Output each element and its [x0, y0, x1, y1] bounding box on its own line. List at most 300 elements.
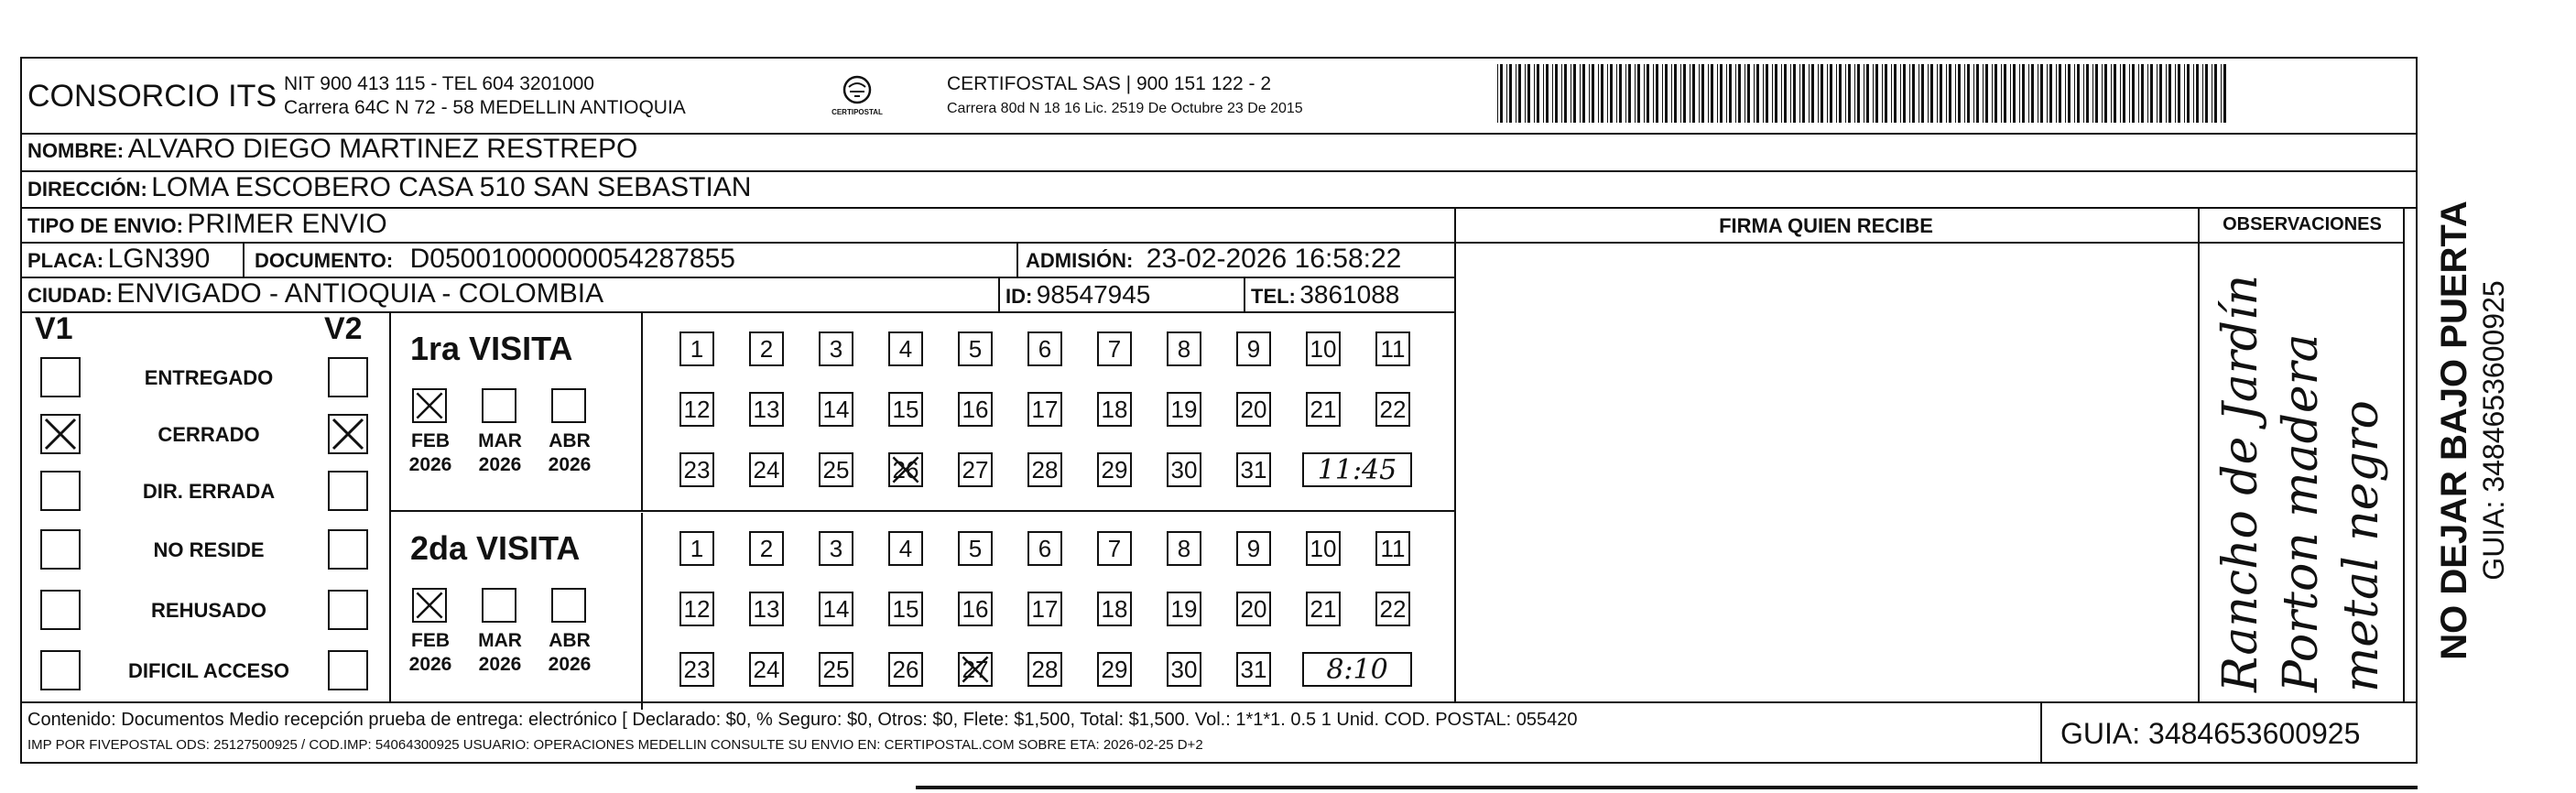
barcode-bar — [1921, 64, 1924, 123]
day-number: 5 — [968, 534, 983, 562]
barcode-bar — [1873, 64, 1874, 123]
status-label: NO RESIDE — [153, 538, 265, 561]
day-box[interactable] — [888, 531, 923, 566]
day-box[interactable] — [1027, 452, 1062, 487]
side-panel — [2418, 156, 2527, 705]
barcode-bar — [1754, 64, 1755, 123]
day-box[interactable] — [1167, 652, 1201, 687]
day-box[interactable] — [888, 392, 923, 427]
barcode-bar — [1946, 64, 1947, 123]
courier-name: CERTIFOSTAL SAS | 900 151 122 - 2 — [947, 73, 1272, 94]
month-label: ABR — [549, 430, 591, 451]
id-label: ID: — [1005, 285, 1033, 308]
barcode-bar — [1509, 64, 1512, 123]
barcode-bar — [2202, 64, 2203, 123]
month-year: 2026 — [478, 654, 522, 675]
v2-label: V2 — [324, 311, 363, 346]
status-label: REHUSADO — [151, 599, 266, 622]
barcode-bar — [1793, 64, 1796, 123]
barcode-bar — [1656, 64, 1658, 123]
side-guia: GUIA: 3484653600925 — [2477, 280, 2510, 581]
day-box[interactable] — [1236, 452, 1271, 487]
barcode-bar — [1637, 64, 1640, 123]
barcode-bar — [1909, 64, 1910, 123]
day-number: 24 — [753, 655, 780, 683]
day-box[interactable] — [1097, 531, 1132, 566]
id-row — [1005, 280, 1150, 310]
day-number: 17 — [1031, 395, 1059, 423]
day-box[interactable] — [958, 452, 993, 487]
status-label: ENTREGADO — [144, 366, 274, 389]
v1-checkbox[interactable] — [40, 414, 81, 454]
barcode-bar — [1580, 64, 1581, 123]
day-box[interactable] — [958, 392, 993, 427]
v1-checkbox[interactable] — [40, 529, 81, 570]
barcode-bar — [1827, 64, 1828, 123]
barcode-bar — [1537, 64, 1539, 123]
barcode-bar — [1928, 64, 1929, 123]
day-box[interactable] — [958, 592, 993, 626]
day-number: 21 — [1310, 594, 1337, 623]
documento-label: DOCUMENTO: — [255, 249, 394, 272]
courier-address: Carrera 80d N 18 16 Lic. 2519 De Octubre 23 De 2015 — [947, 101, 1303, 116]
day-box[interactable] — [1375, 392, 1410, 427]
ciudad-value: ENVIGADO - ANTIOQUIA - COLOMBIA — [116, 278, 604, 309]
documento-value: D05001000000054287855 — [409, 244, 735, 274]
day-box[interactable] — [679, 652, 714, 687]
tipo-envio-value: PRIMER ENVIO — [187, 209, 387, 239]
barcode-bar — [1644, 64, 1645, 123]
barcode-bar — [2102, 64, 2103, 123]
barcode-bar — [2095, 64, 2098, 123]
day-number: 23 — [683, 655, 711, 683]
barcode-bar — [1830, 64, 1832, 123]
day-box[interactable] — [1375, 592, 1410, 626]
day-number: 12 — [683, 395, 711, 423]
day-number: 7 — [1107, 534, 1122, 562]
barcode-bar — [1616, 64, 1617, 123]
month-year: 2026 — [408, 454, 452, 475]
barcode-bar — [1848, 64, 1851, 123]
barcode-bar — [1735, 64, 1736, 123]
day-box[interactable] — [1167, 452, 1201, 487]
barcode-bar — [1763, 64, 1764, 123]
v2-checkbox[interactable] — [328, 471, 368, 511]
day-number: 26 — [892, 455, 919, 483]
barcode-bar — [1543, 64, 1544, 123]
barcode-bar — [2004, 64, 2006, 123]
day-number: 1 — [690, 534, 704, 562]
barcode-bar — [2111, 64, 2112, 123]
day-box[interactable] — [888, 331, 923, 366]
barcode-bar — [1992, 64, 1993, 123]
day-number: 27 — [962, 655, 989, 683]
day-number: 18 — [1101, 594, 1128, 623]
barcode-bar — [2065, 64, 2066, 123]
day-number: 12 — [683, 594, 711, 623]
day-box[interactable] — [1097, 652, 1132, 687]
day-number: 13 — [753, 395, 780, 423]
barcode-bar — [2083, 64, 2084, 123]
day-number: 3 — [829, 334, 843, 363]
v2-checkbox[interactable] — [328, 590, 368, 630]
day-box[interactable] — [1097, 452, 1132, 487]
barcode-bar — [2129, 64, 2130, 123]
v2-checkbox[interactable] — [328, 357, 368, 397]
day-box[interactable] — [679, 331, 714, 366]
day-box[interactable] — [1375, 331, 1410, 366]
status-label: DIR. ERRADA — [142, 480, 276, 503]
v1-checkbox[interactable] — [40, 471, 81, 511]
day-number: 4 — [898, 334, 913, 363]
month-checkbox[interactable] — [482, 588, 516, 623]
barcode-bar — [1662, 64, 1663, 123]
day-box[interactable] — [749, 652, 784, 687]
barcode-bar — [1573, 64, 1576, 123]
tipo-envio-row — [27, 209, 387, 240]
barcode-bar — [1967, 64, 1970, 123]
barcode-bar — [2056, 64, 2057, 123]
barcode-bar — [1747, 64, 1750, 123]
day-box[interactable] — [1236, 531, 1271, 566]
day-number: 16 — [962, 395, 989, 423]
placa-row — [27, 244, 210, 275]
day-box[interactable] — [1097, 592, 1132, 626]
barcode-bar — [1790, 64, 1791, 123]
day-box[interactable] — [958, 331, 993, 366]
visit-time-box[interactable] — [1302, 452, 1412, 487]
barcode-bar — [2031, 64, 2034, 123]
day-box[interactable] — [1236, 652, 1271, 687]
month-label: MAR — [478, 430, 522, 451]
day-box[interactable] — [679, 592, 714, 626]
barcode-bar — [1692, 64, 1695, 123]
barcode-bar — [1875, 64, 1878, 123]
day-box[interactable] — [819, 331, 853, 366]
day-box[interactable] — [1306, 331, 1341, 366]
direccion-value: LOMA ESCOBERO CASA 510 SAN SEBASTIAN — [151, 172, 752, 202]
barcode-bar — [1726, 64, 1727, 123]
day-number: 25 — [822, 655, 850, 683]
day-box[interactable] — [819, 592, 853, 626]
barcode-bar — [1518, 64, 1521, 123]
barcode-bar — [1973, 64, 1974, 123]
barcode-bar — [2193, 64, 2194, 123]
barcode-bar — [1717, 64, 1718, 123]
barcode-bar — [2132, 64, 2135, 123]
day-number: 28 — [1031, 455, 1059, 483]
barcode-bar — [1635, 64, 1636, 123]
barcode-bar — [2120, 64, 2121, 123]
barcode-bar — [2141, 64, 2144, 123]
barcode-bar — [1589, 64, 1590, 123]
barcode-bar — [1564, 64, 1567, 123]
month-checkbox[interactable] — [482, 388, 516, 423]
v1-checkbox[interactable] — [40, 357, 81, 397]
company-nit: NIT 900 413 115 - TEL 604 3201000 — [284, 73, 594, 94]
barcode-bar — [1882, 64, 1883, 123]
day-box[interactable] — [749, 331, 784, 366]
day-number: 8 — [1177, 334, 1191, 363]
tel-label: TEL: — [1251, 285, 1296, 308]
day-number: 27 — [962, 455, 989, 483]
visit-time: 11:45 — [1317, 453, 1397, 486]
day-number: 16 — [962, 594, 989, 623]
day-box[interactable] — [1097, 331, 1132, 366]
barcode-bar — [2159, 64, 2162, 123]
barcode-bar — [1775, 64, 1777, 123]
v1-label: V1 — [35, 311, 73, 346]
footer-content: Contenido: Documentos Medio recepción prueba de entrega: electrónico [ Declarado: $0, % Seguro: $0, Otros: $0, Flete: $1,500, Total: $1,500. Vol.: 1*1*1. 0.5 1 Unid. COD. POSTAL: 055420 — [27, 710, 1578, 730]
day-box[interactable] — [1027, 531, 1062, 566]
day-box[interactable] — [819, 652, 853, 687]
barcode-bar — [1527, 64, 1530, 123]
barcode-bar — [2221, 64, 2222, 123]
day-number: 4 — [898, 534, 913, 562]
barcode-bar — [1766, 64, 1768, 123]
barcode-bar — [1561, 64, 1562, 123]
day-box[interactable] — [819, 392, 853, 427]
day-box[interactable] — [749, 392, 784, 427]
barcode-bar — [1866, 64, 1869, 123]
footer-guia: GUIA: 3484653600925 — [2060, 717, 2361, 750]
barcode-bar — [1784, 64, 1787, 123]
day-box[interactable] — [1375, 531, 1410, 566]
barcode-bar — [1699, 64, 1700, 123]
barcode-bar — [1607, 64, 1608, 123]
day-box[interactable] — [888, 452, 923, 487]
day-box[interactable] — [1306, 531, 1341, 566]
barcode-bar — [2019, 64, 2020, 123]
day-number: 15 — [892, 594, 919, 623]
observation-line-3: metal negro — [2334, 400, 2389, 692]
barcode-bar — [2123, 64, 2125, 123]
day-box[interactable] — [679, 452, 714, 487]
company-name: CONSORCIO ITS — [27, 79, 277, 114]
day-box[interactable] — [1167, 331, 1201, 366]
month-checkbox[interactable] — [551, 388, 586, 423]
barcode-bar — [1994, 64, 1997, 123]
barcode-bar — [1912, 64, 1915, 123]
barcode-bar — [1497, 64, 1498, 123]
day-number: 30 — [1170, 655, 1198, 683]
day-box[interactable] — [679, 392, 714, 427]
barcode-bar — [1598, 64, 1599, 123]
barcode-bar — [1845, 64, 1846, 123]
barcode-bar — [2040, 64, 2043, 123]
barcode-bar — [2157, 64, 2158, 123]
tipo-envio-label: TIPO DE ENVIO: — [27, 214, 183, 237]
day-box[interactable] — [1097, 392, 1132, 427]
barcode-bar — [1500, 64, 1503, 123]
barcode-bar — [1625, 64, 1626, 123]
barcode-bar — [1601, 64, 1603, 123]
day-number: 13 — [753, 594, 780, 623]
day-box[interactable] — [1306, 392, 1341, 427]
tel-value: 3861088 — [1299, 280, 1400, 309]
barcode-bar — [1811, 64, 1814, 123]
barcode-bar — [2175, 64, 2176, 123]
day-box[interactable] — [888, 652, 923, 687]
day-number: 31 — [1240, 655, 1267, 683]
day-box[interactable] — [749, 452, 784, 487]
barcode-bar — [2184, 64, 2185, 123]
ciudad-label: CIUDAD: — [27, 284, 113, 307]
v2-checkbox[interactable] — [328, 650, 368, 690]
barcode-bar — [1708, 64, 1709, 123]
barcode-bar — [1592, 64, 1594, 123]
barcode-bar — [1903, 64, 1906, 123]
barcode-bar — [1854, 64, 1855, 123]
barcode-bar — [1857, 64, 1860, 123]
barcode-bar — [1930, 64, 1933, 123]
day-number: 25 — [822, 455, 850, 483]
observaciones-handwritten — [2205, 245, 2397, 700]
day-box[interactable] — [749, 531, 784, 566]
documento-row — [255, 244, 735, 275]
day-number: 15 — [892, 395, 919, 423]
barcode-bar — [1836, 64, 1837, 123]
barcode-bar — [1781, 64, 1782, 123]
day-box[interactable] — [1167, 592, 1201, 626]
day-box[interactable] — [679, 531, 714, 566]
barcode-bar — [1711, 64, 1713, 123]
nombre-label: NOMBRE: — [27, 139, 125, 162]
barcode-bar — [2166, 64, 2167, 123]
day-number: 2 — [759, 334, 774, 363]
day-box[interactable] — [958, 652, 993, 687]
barcode-bar — [2001, 64, 2002, 123]
day-box[interactable] — [958, 531, 993, 566]
day-number: 14 — [822, 594, 850, 623]
month-label: FEB — [411, 630, 450, 651]
barcode-bar — [2178, 64, 2180, 123]
barcode-bar — [1772, 64, 1773, 123]
barcode-bar — [1671, 64, 1672, 123]
day-box[interactable] — [1167, 392, 1201, 427]
barcode-bar — [2223, 64, 2226, 123]
month-checkbox[interactable] — [412, 588, 447, 623]
month-label: FEB — [411, 430, 450, 451]
v1-checkbox[interactable] — [40, 590, 81, 630]
day-box[interactable] — [888, 592, 923, 626]
day-number: 29 — [1101, 655, 1128, 683]
visit-title: 1ra VISITA — [410, 330, 573, 367]
day-box[interactable] — [749, 592, 784, 626]
day-number: 3 — [829, 534, 843, 562]
barcode-bar — [1552, 64, 1553, 123]
day-box[interactable] — [1236, 592, 1271, 626]
v2-checkbox[interactable] — [328, 414, 368, 454]
observaciones-label: OBSERVACIONES — [2223, 214, 2382, 234]
barcode-bar — [2092, 64, 2093, 123]
day-box[interactable] — [1027, 331, 1062, 366]
firma-label: FIRMA QUIEN RECIBE — [1719, 214, 1933, 237]
observation-line-2: Porton madera — [2274, 333, 2329, 692]
barcode-bar — [2022, 64, 2025, 123]
day-number: 22 — [1379, 395, 1407, 423]
placa-value: LGN390 — [107, 244, 211, 274]
barcode-bar — [2150, 64, 2153, 123]
day-box[interactable] — [1306, 592, 1341, 626]
nombre-row — [27, 134, 637, 165]
barcode-bar — [1555, 64, 1558, 123]
barcode-bar — [2028, 64, 2029, 123]
month-checkbox[interactable] — [412, 388, 447, 423]
month-checkbox[interactable] — [551, 588, 586, 623]
barcode-bar — [1546, 64, 1549, 123]
barcode-bar — [1665, 64, 1668, 123]
nombre-value: ALVARO DIEGO MARTINEZ RESTREPO — [127, 134, 638, 164]
barcode-bar — [1983, 64, 1984, 123]
barcode-bar — [2074, 64, 2075, 123]
day-box[interactable] — [1236, 331, 1271, 366]
direccion-row — [27, 172, 751, 203]
barcode-bar — [1680, 64, 1681, 123]
visit-title: 2da VISITA — [410, 529, 581, 567]
v1-checkbox[interactable] — [40, 650, 81, 690]
month-year: 2026 — [408, 654, 452, 675]
day-box[interactable] — [1027, 652, 1062, 687]
barcode-bar — [1964, 64, 1965, 123]
day-number: 20 — [1240, 395, 1267, 423]
barcode-bar — [1729, 64, 1732, 123]
barcode-bar — [1985, 64, 1988, 123]
barcode-bar — [1937, 64, 1938, 123]
day-number: 5 — [968, 334, 983, 363]
barcode-bar — [1720, 64, 1723, 123]
barcode-bar — [2068, 64, 2071, 123]
barcode-bar — [2138, 64, 2139, 123]
status-label: CERRADO — [158, 423, 260, 446]
barcode-bar — [1976, 64, 1979, 123]
day-box[interactable] — [819, 531, 853, 566]
barcode-bar — [2214, 64, 2217, 123]
month-year: 2026 — [548, 454, 592, 475]
barcode-bar — [2104, 64, 2107, 123]
barcode-bar — [2049, 64, 2052, 123]
v2-checkbox[interactable] — [328, 529, 368, 570]
day-box[interactable] — [1027, 592, 1062, 626]
day-number: 29 — [1101, 455, 1128, 483]
direccion-label: DIRECCIÓN: — [27, 178, 147, 201]
tel-row — [1251, 280, 1399, 310]
barcode-bar — [2205, 64, 2208, 123]
day-number: 26 — [892, 655, 919, 683]
day-number: 24 — [753, 455, 780, 483]
day-number: 1 — [690, 334, 704, 363]
barcode-bar — [1738, 64, 1741, 123]
day-box[interactable] — [819, 452, 853, 487]
day-box[interactable] — [1027, 392, 1062, 427]
barcode-bar — [1683, 64, 1686, 123]
month-label: MAR — [478, 630, 522, 651]
day-box[interactable] — [1167, 531, 1201, 566]
day-number: 2 — [759, 534, 774, 562]
barcode-bar — [1894, 64, 1897, 123]
barcode-bar — [1647, 64, 1649, 123]
day-box[interactable] — [1236, 392, 1271, 427]
day-number: 30 — [1170, 455, 1198, 483]
visit-time-box[interactable] — [1302, 652, 1412, 687]
barcode-bar — [1701, 64, 1704, 123]
status-label: DIFICIL ACCESO — [127, 659, 289, 682]
day-number: 10 — [1310, 534, 1337, 562]
barcode-bar — [1525, 64, 1526, 123]
barcode-bar — [2013, 64, 2016, 123]
barcode-bar — [1653, 64, 1654, 123]
day-number: 31 — [1240, 455, 1267, 483]
